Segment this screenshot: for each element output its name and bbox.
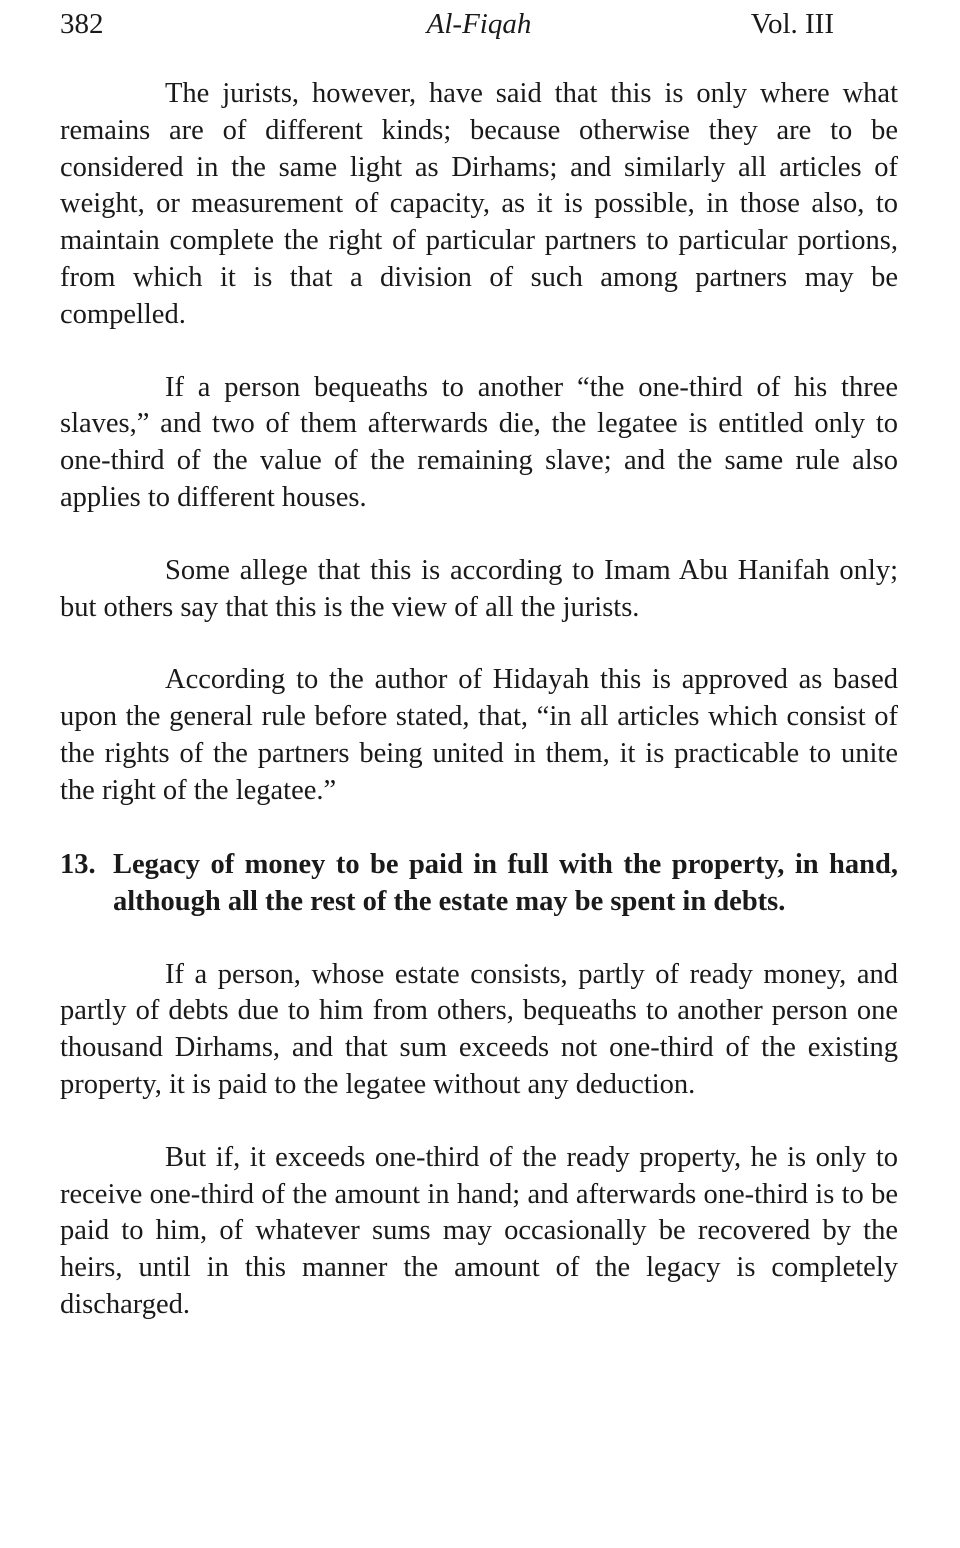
volume-label: Vol. III	[750, 8, 834, 40]
section-heading	[60, 846, 898, 921]
paragraph-ready-money: If a person, whose estate consists, partly of ready money, and partly of debts due to him from others, bequeaths to another person one thousand Dirhams, and that sum exceeds not one-third of the existing property, it is paid to the legatee without any deduction.	[60, 958, 898, 1100]
page-header	[60, 4, 898, 44]
paragraph-three-slaves: If a person bequeaths to another “the one-third of his three slaves,” and two of them afterwards die, the legatee is entitled only to one-third of the value of the remaining slave; and the same rule also applies to different houses.	[60, 371, 898, 513]
section-number: 13.	[60, 848, 96, 880]
page-body	[60, 76, 898, 1360]
paragraph-exceeds-one-third: But if, it exceeds one-third of the ready property, he is only to receive one-third of the amount in hand; and afterwards one-third is to be paid to him, of whatever sums may occasionally be recovered by the heirs, until in this manner the amount of the legacy is completely discharged.	[60, 1141, 898, 1320]
section-title: Legacy of money to be paid in full with the property, in hand, although all the rest of the estate may be spent in debts.	[113, 848, 898, 918]
page-number: 382	[60, 8, 104, 40]
paragraph-jurists-kinds: The jurists, however, have said that this is only where what remains are of different kinds; because otherwise they are to be considered in the same light as Dirhams; and similarly all articles of weight, or measurement of capacity, as it is possible, in those also, to maintain complete the right of particular partners to particular portions, from which it is that a division of such among partners may be compelled.	[60, 78, 898, 330]
paragraph-hidayah: According to the author of Hidayah this is approved as based upon the general rule before stated, that, “in all articles which consist of the rights of the partners being united in them, it is practicable to unite the right of the legatee.”	[60, 664, 898, 806]
paragraph-abu-hanifah: Some allege that this is according to Imam Abu Hanifah only; but others say that this is the view of all the jurists.	[60, 554, 898, 623]
running-title: Al-Fiqah	[426, 8, 532, 40]
